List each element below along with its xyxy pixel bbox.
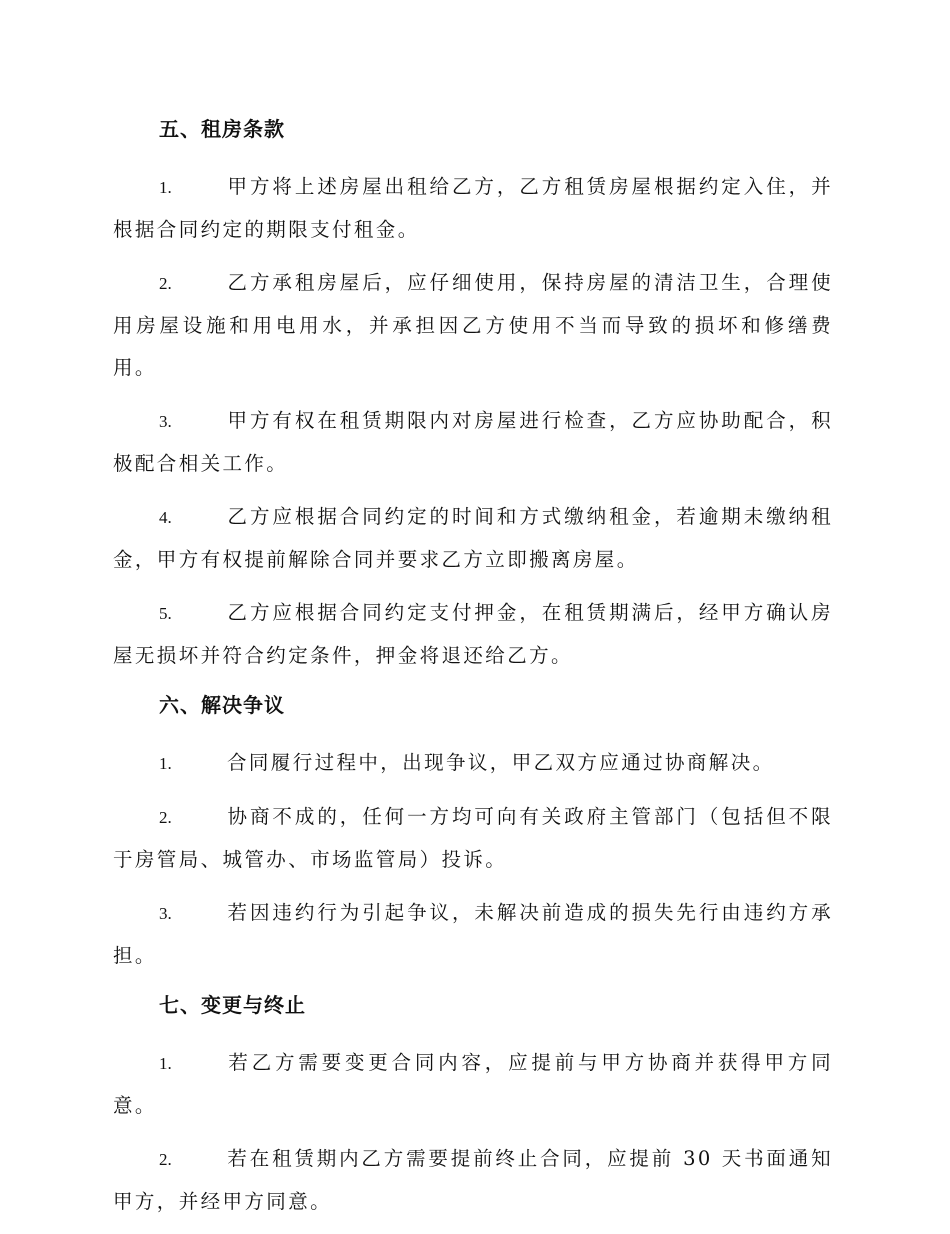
clause-text: 协商不成的，任何一方均可向有关政府主管部门（包括但不限于房管局、城管办、市场监管局）投诉。 [113, 805, 833, 871]
clause-text: 甲方将上述房屋出租给乙方，乙方租赁房屋根据约定入住，并根据合同约定的期限支付租金。 [113, 175, 833, 241]
clause-text: 若在租赁期内乙方需要提前终止合同，应提前 30 天书面通知甲方，并经甲方同意。 [113, 1147, 833, 1213]
document-body [113, 112, 833, 1234]
clause-text: 合同履行过程中，出现争议，甲乙双方应通过协商解决。 [227, 751, 775, 774]
clause-item [113, 742, 833, 785]
clause-number: 1. [159, 178, 172, 197]
clause-number: 4. [159, 508, 172, 527]
section-heading: 七、变更与终止 [159, 993, 306, 1017]
clause-text: 乙方应根据合同约定支付押金，在租赁期满后，经甲方确认房屋无损坏并符合约定条件，押金将退还给乙方。 [113, 601, 833, 667]
clause-item [113, 496, 833, 581]
clause-number: 3. [159, 904, 172, 923]
section-heading: 六、解决争议 [159, 693, 285, 717]
clause-number: 3. [159, 412, 172, 431]
clause-item [113, 166, 833, 251]
clause-number: 5. [159, 604, 172, 623]
clause-number: 1. [159, 1054, 172, 1073]
section-dispute-resolution [113, 688, 833, 977]
clause-item [113, 592, 833, 677]
clause-item [113, 1042, 833, 1127]
clause-item [113, 796, 833, 881]
clause-text: 乙方承租房屋后，应仔细使用，保持房屋的清洁卫生，合理使用房屋设施和用电用水，并承担因乙方使用不当而导致的损坏和修缮费用。 [113, 271, 833, 379]
clause-item [113, 892, 833, 977]
section-change-termination [113, 988, 833, 1223]
clause-number: 2. [159, 274, 172, 293]
clause-item [113, 1138, 833, 1223]
clause-item [113, 262, 833, 389]
clause-text: 若因违约行为引起争议，未解决前造成的损失先行由违约方承担。 [113, 901, 833, 967]
clause-text: 乙方应根据合同约定的时间和方式缴纳租金，若逾期未缴纳租金，甲方有权提前解除合同并要求乙方立即搬离房屋。 [113, 505, 833, 571]
section-heading: 五、租房条款 [159, 117, 285, 141]
clause-text: 若乙方需要变更合同内容，应提前与甲方协商并获得甲方同意。 [113, 1051, 833, 1117]
clause-number: 2. [159, 1150, 172, 1169]
clause-number: 1. [159, 754, 172, 773]
section-rental-terms [113, 112, 833, 677]
clause-item [113, 400, 833, 485]
clause-text: 甲方有权在租赁期限内对房屋进行检查，乙方应协助配合，积极配合相关工作。 [113, 409, 833, 475]
clause-number: 2. [159, 808, 172, 827]
